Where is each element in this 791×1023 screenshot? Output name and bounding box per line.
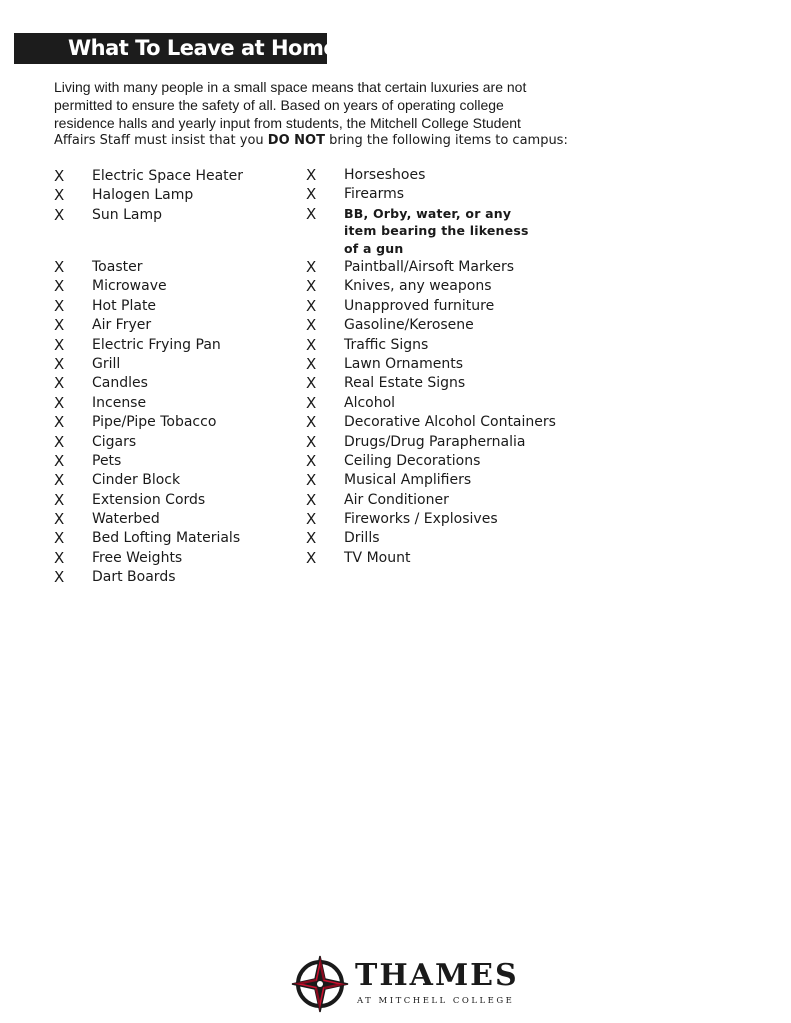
item-label: Ceiling Decorations xyxy=(344,452,481,469)
x-mark-icon: X xyxy=(306,258,317,276)
item-label: Electric Space Heater xyxy=(92,168,244,184)
x-mark-icon: X xyxy=(306,185,317,204)
x-mark-icon: X xyxy=(306,510,317,529)
x-mark-icon: X xyxy=(306,471,317,490)
x-mark-icon: X xyxy=(54,529,65,548)
x-mark-icon: X xyxy=(54,335,65,354)
intro-line-1: Living with many people in a small space means that certain luxuries are not xyxy=(54,79,527,95)
item-label: Bed Lofting Materials xyxy=(92,530,241,547)
compass-star-icon xyxy=(291,955,349,1013)
item-label: Grill xyxy=(92,355,121,372)
intro-line-2: permitted to ensure the safety of all. Based on years of operating college xyxy=(54,97,504,113)
item-label: BB, Orby, water, or any item bearing the likeness of a gun xyxy=(344,205,529,256)
x-mark-icon: X xyxy=(306,413,317,432)
x-mark-icon: X xyxy=(54,296,65,315)
item-label: Free Weights xyxy=(92,549,183,566)
item-label: Cinder Block xyxy=(92,472,181,489)
item-label: Hot Plate xyxy=(92,297,157,314)
item-label: Pets xyxy=(92,452,122,469)
x-mark-icon: X xyxy=(306,277,317,296)
item-label: Drills xyxy=(344,530,380,547)
x-mark-icon: X xyxy=(54,167,65,185)
item-label: Gasoline/Kerosene xyxy=(344,317,474,334)
x-mark-icon: X xyxy=(306,354,317,373)
x-mark-icon: X xyxy=(54,316,65,335)
x-mark-icon: X xyxy=(54,354,65,373)
item-label: Candles xyxy=(92,375,148,392)
thames-logo xyxy=(291,955,519,1011)
intro-line-4-start: Affairs Staff must insist that you xyxy=(54,133,268,148)
intro-paragraph xyxy=(54,78,574,150)
item-label: Horseshoes xyxy=(344,167,426,183)
x-mark-icon: X xyxy=(306,529,317,548)
item-label: Air Fryer xyxy=(92,317,152,334)
item-label: Electric Frying Pan xyxy=(92,336,221,353)
item-label: Sun Lamp xyxy=(92,206,162,223)
item-label: Firearms xyxy=(344,186,405,203)
item-label: Toaster xyxy=(92,259,143,275)
item-label: Pipe/Pipe Tobacco xyxy=(92,414,217,431)
intro-line-3: residence halls and yearly input from students, the Mitchell College Student xyxy=(54,115,521,131)
x-mark-icon: X xyxy=(54,374,65,393)
x-mark-icon: X xyxy=(54,205,65,224)
x-mark-icon: X xyxy=(306,451,317,470)
x-mark-icon: X xyxy=(306,335,317,354)
x-mark-icon: X xyxy=(54,510,65,529)
item-label: Air Conditioner xyxy=(344,491,449,508)
x-mark-icon: X xyxy=(54,568,65,587)
item-label: Waterbed xyxy=(92,511,160,528)
do-not-emphasis: DO NOT xyxy=(267,133,325,148)
logo-subtitle: AT MITCHELL COLLEGE xyxy=(357,996,515,1006)
x-mark-icon: X xyxy=(306,490,317,509)
item-label: Fireworks / Explosives xyxy=(344,511,498,528)
item-label: Drugs/Drug Paraphernalia xyxy=(344,433,526,450)
x-mark-icon: X xyxy=(54,393,65,412)
x-mark-icon: X xyxy=(306,393,317,412)
x-mark-icon: X xyxy=(306,548,317,567)
intro-line-4 xyxy=(54,132,574,150)
item-label: Real Estate Signs xyxy=(344,375,466,392)
item-label: Cigars xyxy=(92,433,137,450)
item-label: Microwave xyxy=(92,278,167,295)
logo-name: THAMES xyxy=(355,958,519,993)
item-label: Musical Amplifiers xyxy=(344,472,472,489)
x-mark-icon: X xyxy=(54,277,65,296)
x-mark-icon: X xyxy=(306,316,317,335)
x-mark-icon: X xyxy=(54,258,65,276)
item-label: Lawn Ornaments xyxy=(344,355,464,372)
item-label: Alcohol xyxy=(344,394,396,411)
item-label: Decorative Alcohol Containers xyxy=(344,414,556,431)
x-mark-icon: X xyxy=(54,548,65,567)
item-label: Unapproved furniture xyxy=(344,297,495,314)
x-mark-icon: X xyxy=(54,490,65,509)
item-label: Paintball/Airsoft Markers xyxy=(344,259,514,275)
x-mark-icon: X xyxy=(306,296,317,315)
intro-line-4-end: bring the following items to campus: xyxy=(324,133,568,148)
x-mark-icon: X xyxy=(306,204,317,223)
item-label: TV Mount xyxy=(344,549,411,566)
item-label: Extension Cords xyxy=(92,491,206,508)
x-mark-icon: X xyxy=(54,451,65,470)
item-label: Dart Boards xyxy=(92,569,176,586)
page-title: What To Leave at Home: xyxy=(14,33,327,64)
item-label: Knives, any weapons xyxy=(344,278,492,295)
x-mark-icon: X xyxy=(54,413,65,432)
item-label: Traffic Signs xyxy=(344,336,429,353)
x-mark-icon: X xyxy=(54,471,65,490)
x-mark-icon: X xyxy=(54,186,65,205)
x-mark-icon: X xyxy=(306,374,317,393)
x-mark-icon: X xyxy=(306,432,317,451)
x-mark-icon: X xyxy=(54,432,65,451)
item-label: Incense xyxy=(92,394,147,411)
x-mark-icon: X xyxy=(306,166,317,184)
item-label: Halogen Lamp xyxy=(92,187,194,204)
